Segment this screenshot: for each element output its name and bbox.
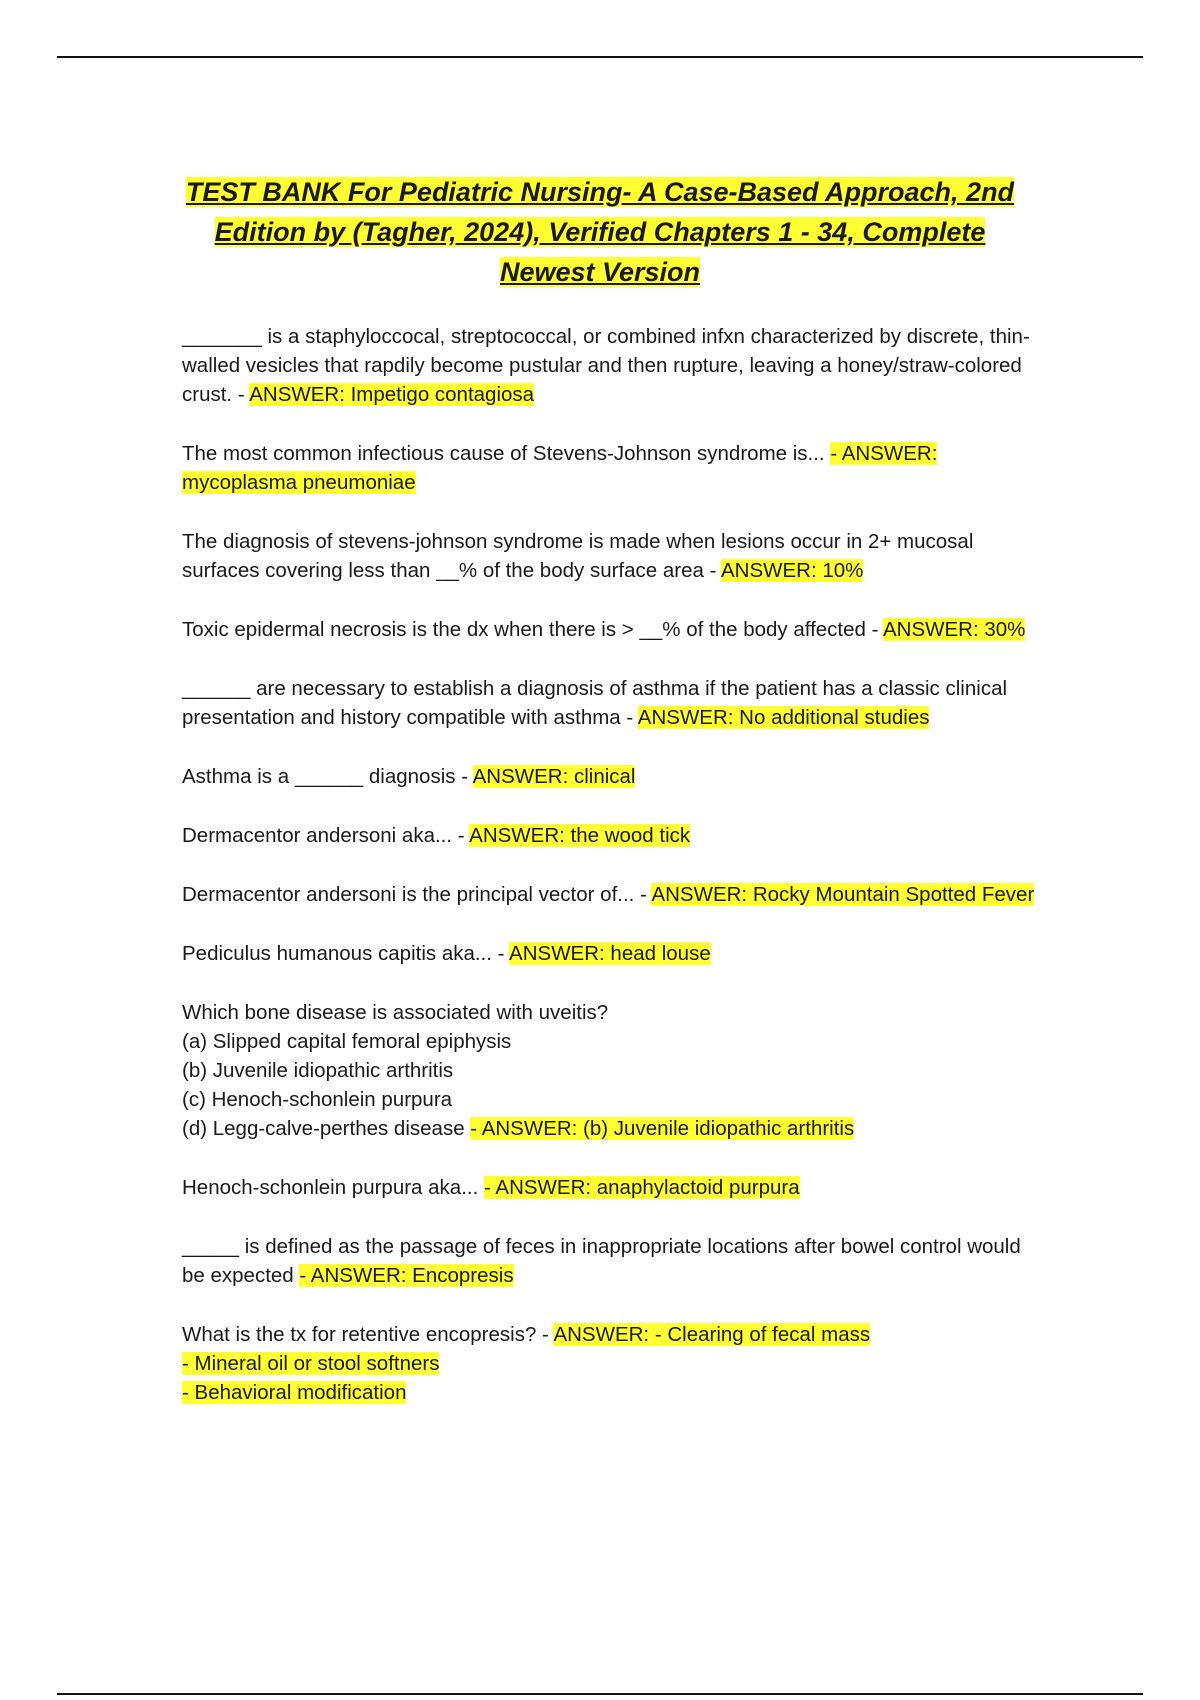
answer-text: - ANSWER: mycoplasma pneumoniae [182, 442, 938, 494]
question-text: Dermacentor andersoni is the principal vector of... - [182, 883, 652, 906]
mcq-option-d: (d) Legg-calve-perthes disease [182, 1117, 471, 1140]
answer-line-3: - Behavioral modification [182, 1381, 407, 1404]
qa-item [182, 1232, 1042, 1290]
qa-item [182, 1173, 1042, 1202]
qa-item [182, 322, 1042, 409]
question-text: The most common infectious cause of Stevens-Johnson syndrome is... [182, 442, 831, 465]
answer-text: ANSWER: 30% [883, 618, 1026, 641]
answer-line-2: - Mineral oil or stool softners [182, 1352, 440, 1375]
question-text: Asthma is a ______ diagnosis - [182, 765, 473, 788]
question-text: Henoch-schonlein purpura aka... [182, 1176, 484, 1199]
qa-item [182, 527, 1042, 585]
answer-line-1: ANSWER: - Clearing of fecal mass [553, 1323, 871, 1346]
qa-list [182, 322, 1042, 1437]
question-text: Pediculus humanous capitis aka... - [182, 942, 510, 965]
mcq-answer: - ANSWER: (b) Juvenile idiopathic arthritis [470, 1117, 855, 1140]
qa-item-multiline [182, 1320, 1042, 1407]
title-text: TEST BANK For Pediatric Nursing- A Case-Based Approach, 2nd Edition by (Tagher, 2024), Verified Chapters 1 - 34, Complete Newest Version [185, 177, 1015, 287]
qa-item [182, 674, 1042, 732]
qa-item [182, 821, 1042, 850]
question-text: Dermacentor andersoni aka... - [182, 824, 470, 847]
question-text: Toxic epidermal necrosis is the dx when there is > __% of the body affected - [182, 618, 883, 641]
answer-text: ANSWER: the wood tick [469, 824, 691, 847]
mcq-stem: Which bone disease is associated with uveitis? [182, 1001, 609, 1024]
answer-text: ANSWER: clinical [472, 765, 636, 788]
qa-item [182, 880, 1042, 909]
top-rule [57, 56, 1143, 58]
answer-text: - ANSWER: Encopresis [299, 1264, 514, 1287]
question-text: What is the tx for retentive encopresis? - [182, 1323, 554, 1346]
question-text: _____ is defined as the passage of feces in inappropriate locations after bowel control would be expected [182, 1235, 1021, 1287]
qa-item [182, 762, 1042, 791]
question-text: ______ are necessary to establish a diagnosis of asthma if the patient has a classic clinical presentation and history compatible with asthma - [182, 677, 1008, 729]
answer-text: ANSWER: No additional studies [637, 706, 930, 729]
mcq-option-d-line [182, 1114, 1042, 1143]
qa-item [182, 939, 1042, 968]
answer-text: ANSWER: head louse [509, 942, 711, 965]
mcq-option-b: (b) Juvenile idiopathic arthritis [182, 1059, 454, 1082]
answer-text: ANSWER: Impetigo contagiosa [249, 383, 535, 406]
answer-line-2-wrap [182, 1349, 1042, 1378]
answer-text: - ANSWER: anaphylactoid purpura [484, 1176, 800, 1199]
bottom-rule [57, 1693, 1143, 1695]
mcq-option-c: (c) Henoch-schonlein purpura [182, 1088, 453, 1111]
last-question-line [182, 1320, 1042, 1349]
question-text: _______ is a staphyloccocal, streptococcal, or combined infxn characterized by discrete, thin-walled vesicles that rapdily become pustular and then rupture, leaving a honey/straw-colored crust. - [182, 325, 1030, 406]
answer-text: ANSWER: 10% [721, 559, 864, 582]
qa-item [182, 439, 1042, 497]
question-text: The diagnosis of stevens-johnson syndrome is made when lesions occur in 2+ mucosal surfaces covering less than __% of the body surface area - [182, 530, 974, 582]
answer-text: ANSWER: Rocky Mountain Spotted Fever [651, 883, 1035, 906]
mcq-option-a: (a) Slipped capital femoral epiphysis [182, 1030, 512, 1053]
qa-item [182, 615, 1042, 644]
mcq-item [182, 998, 1042, 1143]
answer-line-3-wrap [182, 1378, 1042, 1407]
document-title [170, 172, 1030, 292]
